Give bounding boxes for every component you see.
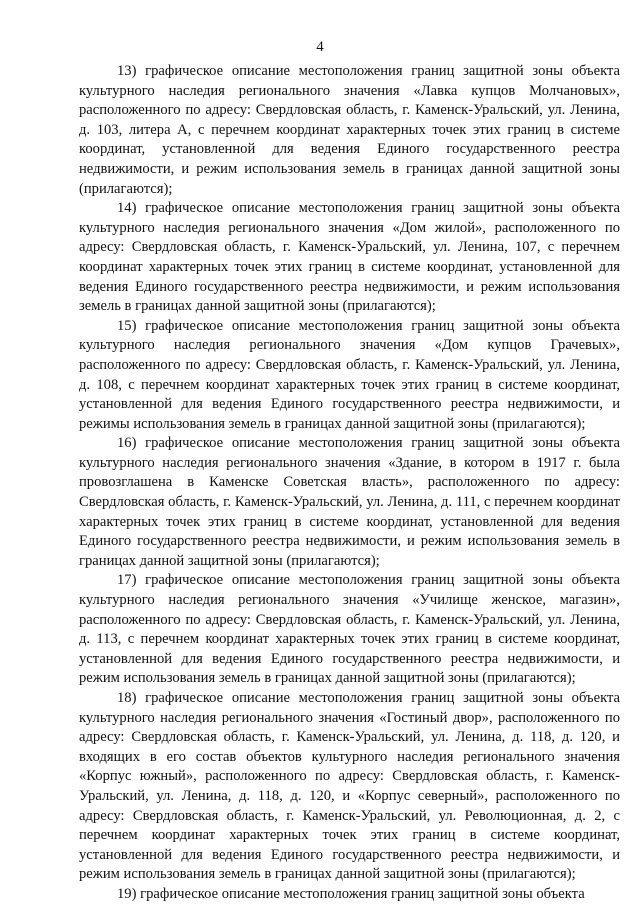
page-number: 4 <box>316 39 324 55</box>
list-item-15: 15) графическое описание местоположения границ защитной зоны объекта культурного наследия регионального значения «Дом купцов Грачевых», расположенного по адресу: Свердловская область, г. Каменск-Уральский, ул. Ленина, д. 108, с перечнем координат характерных точек этих границ в системе координат, установленной для ведения Единого государственного реестра недвижимости, и режимы использования земель в границах данной защитной зоны (прилагаются); <box>79 317 620 432</box>
document-body <box>79 62 620 905</box>
list-item-16: 16) графическое описание местоположения границ защитной зоны объекта культурного наследия регионального значения «Здание, в котором в 1917 г. была провозглашена в Каменске Советская власть», расположенного по адресу: Свердловская область, г. Каменск-Уральский, ул. Ленина, д. 111, с перечнем координат характерных точек этих границ в системе координат, установленной для ведения Единого государственного реестра недвижимости, и режим использования земель в границах данной защитной зоны (прилагаются); <box>79 435 620 569</box>
list-item-13: 13) графическое описание местоположения границ защитной зоны объекта культурного наследия регионального значения «Лавка купцов Молчановых», расположенного по адресу: Свердловская область, г. Каменск-Уральский, ул. Ленина, д. 103, литера А, с перечнем координат характерных точек этих границ в системе координат, установленной для ведения Единого государственного реестра недвижимости, и режим использования земель в границах данной защитной зоны (прилагаются); <box>79 63 620 197</box>
list-item-14: 14) графическое описание местоположения границ защитной зоны объекта культурного наследия регионального значения «Дом жилой», расположенного по адресу: Свердловская область, г. Каменск-Уральский, ул. Ленина, 107, с перечнем координат характерных точек этих границ в системе координат, установленной для ведения Единого государственного реестра недвижимости, и режим использования земель в границах данной защитной зоны (прилагаются); <box>79 200 620 315</box>
list-item-19: 19) графическое описание местоположения границ защитной зоны объекта <box>117 885 585 902</box>
list-item-18: 18) графическое описание местоположения границ защитной зоны объекта культурного наследия регионального значения «Гостиный двор», расположенного по адресу: Свердловская область, г. Каменск-Уральский, ул. Ленина, д. 118, д. 120, и входящих в его состав объектов культурного наследия регионального значения «Корпус южный», расположенного по адресу: Свердловская область, г. Каменск-Уральский, ул. Ленина, д. 118, д. 120, и «Корпус северный», расположенного по адресу: Свердловская область, г. Каменск-Уральский, ул. Революционная, д. 2, с перечнем координат характерных точек этих границ в системе координат, установленной для ведения Единого государственного реестра недвижимости, и режим использования земель в границах данной защитной зоны (прилагаются); <box>79 690 620 883</box>
list-item-17: 17) графическое описание местоположения границ защитной зоны объекта культурного наследия регионального значения «Училище женское, магазин», расположенного по адресу: Свердловская область, г. Каменск-Уральский, ул. Ленина, д. 113, с перечнем координат характерных точек этих границ в системе координат, установленной для ведения Единого государственного реестра недвижимости, и режим использования земель в границах данной защитной зоны (прилагаются); <box>79 572 620 687</box>
